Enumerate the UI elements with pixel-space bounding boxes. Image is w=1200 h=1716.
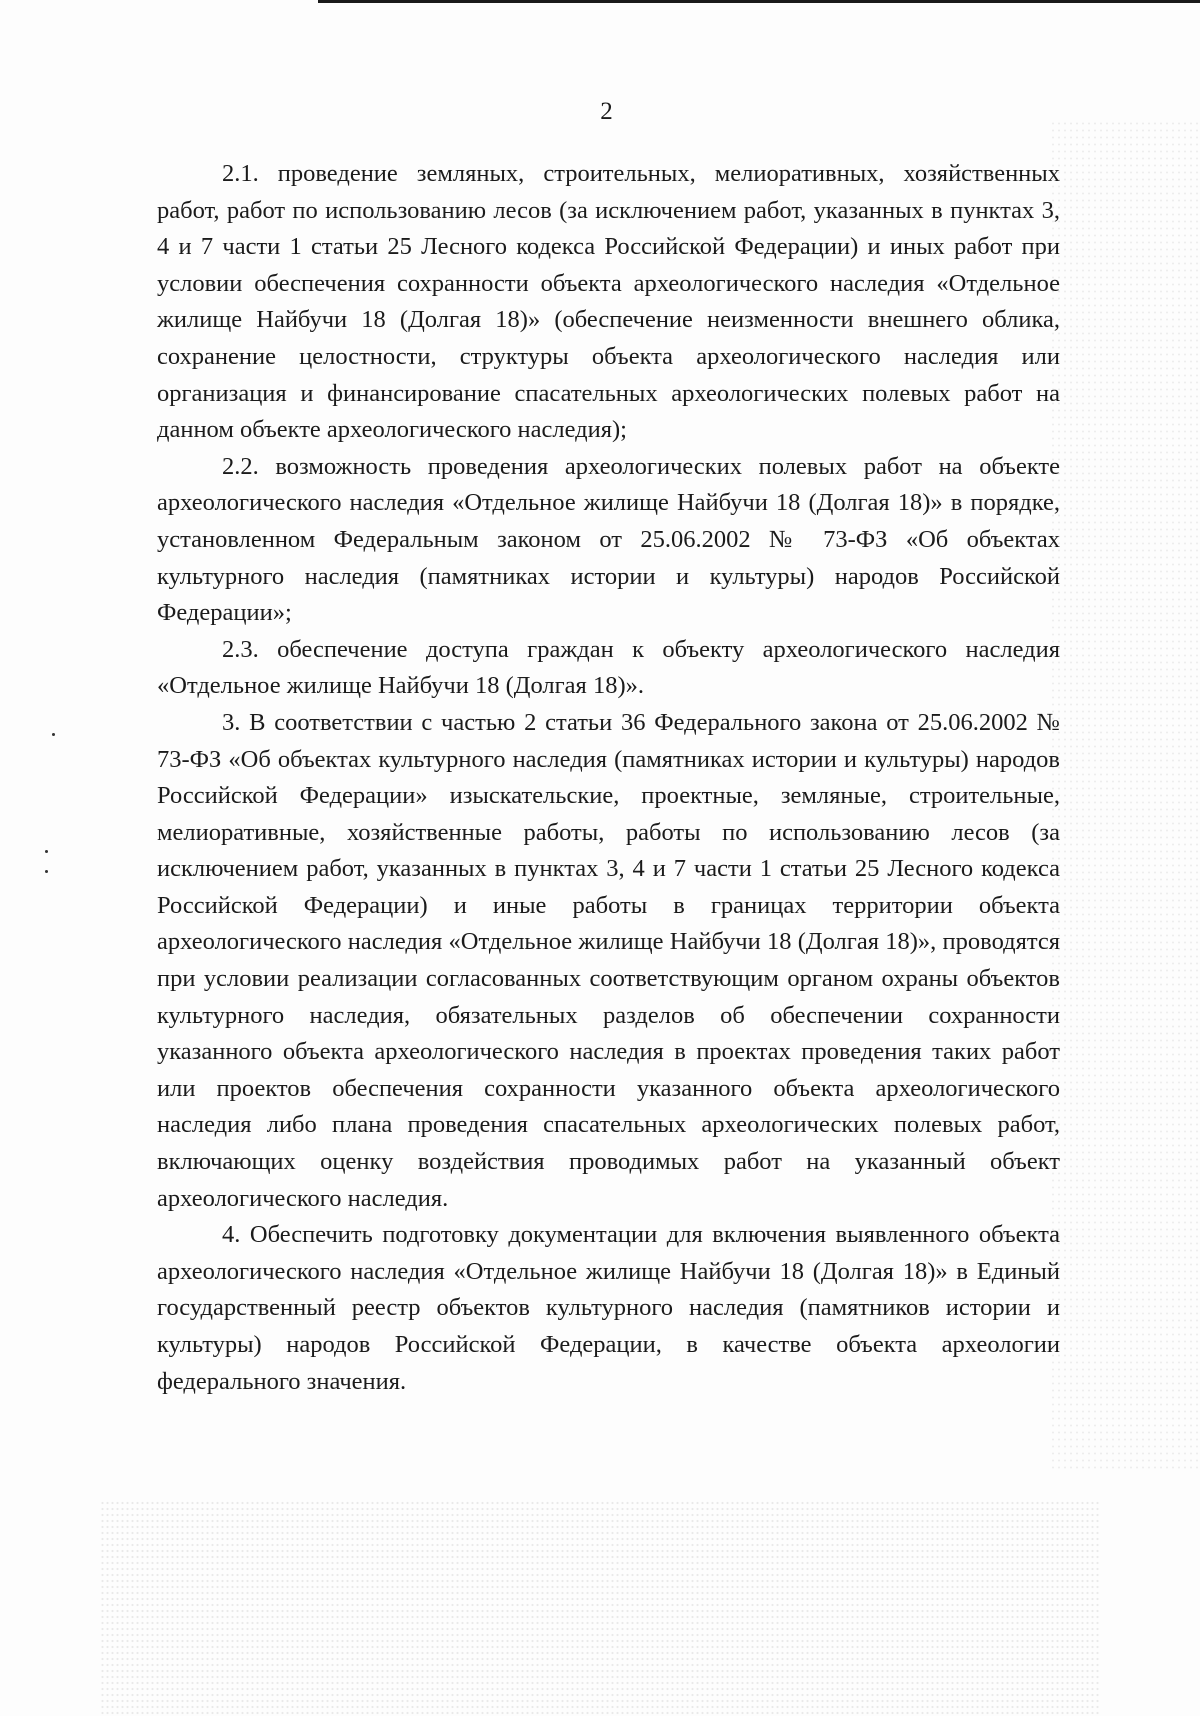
- paragraph-2-1: 2.1. проведение земляных, строительных, мелиоративных, хозяйственных работ, работ по использованию лесов (за исключением работ, указанных в пунктах 3, 4 и 7 части 1 статьи 25 Лесного кодекса Российской Федерации) и иных работ при условии обеспечения сохранности объекта археологического наследия «Отдельное жилище Найбучи 18 (Долгая 18)» (обеспечение неизменности внешнего облика, сохранение целостности, структуры объекта археологического наследия или организация и финансирование спасательных археологических полевых работ на данном объекте археологического наследия);: [157, 160, 1060, 444]
- scan-speck: [45, 870, 48, 873]
- top-scan-edge: [318, 0, 1200, 3]
- paragraph-4: 4. Обеспечить подготовку документации для включения выявленного объекта археологического наследия «Отдельное жилище Найбучи 18 (Долгая 18)» в Единый государственный реестр объектов культурного наследия (памятников истории и культуры) народов Российской Федерации, в качестве объекта археологии федерального значения.: [157, 1221, 1060, 1395]
- page-number: 2: [600, 98, 613, 125]
- scan-noise-bottom: [100, 1500, 1100, 1716]
- scan-noise-right: [1050, 120, 1200, 1470]
- document-body: [157, 156, 1060, 1400]
- paragraph-2-2: 2.2. возможность проведения археологических полевых работ на объекте археологического наследия «Отдельное жилище Найбучи 18 (Долгая 18)» в порядке, установленном Федеральным законом от 25.06.2002 № 73-ФЗ «Об объектах культурного наследия (памятниках истории и культуры) народов Российской Федерации»;: [157, 452, 1060, 627]
- scan-speck: [45, 850, 48, 853]
- scan-speck: [52, 733, 55, 736]
- paragraph-3: 3. В соответствии с частью 2 статьи 36 Федерального закона от 25.06.2002 № 73-ФЗ «Об объектах культурного наследия (памятниках истории и культуры) народов Российской Федерации» изыскательские, проектные, земляные, строительные, мелиоративные, хозяйственные работы, работы по использованию лесов (за исключением работ, указанных в пунктах 3, 4 и 7 части 1 статьи 25 Лесного кодекса Российской Федерации) и иные работы в границах территории объекта археологического наследия «Отдельное жилище Найбучи 18 (Долгая 18)», проводятся при условии реализации согласованных соответствующим органом охраны объектов культурного наследия, обязательных разделов об обеспечении сохранности указанного объекта археологического наследия в проектах проведения таких работ или проектов обеспечения сохранности указанного объекта археологического наследия либо плана проведения спасательных археологических полевых работ, включающих оценку воздействия проводимых работ на указанный объект археологического наследия.: [157, 708, 1060, 1212]
- paragraph-2-3: 2.3. обеспечение доступа граждан к объекту археологического наследия «Отдельное жилище Найбучи 18 (Долгая 18)».: [157, 635, 1060, 700]
